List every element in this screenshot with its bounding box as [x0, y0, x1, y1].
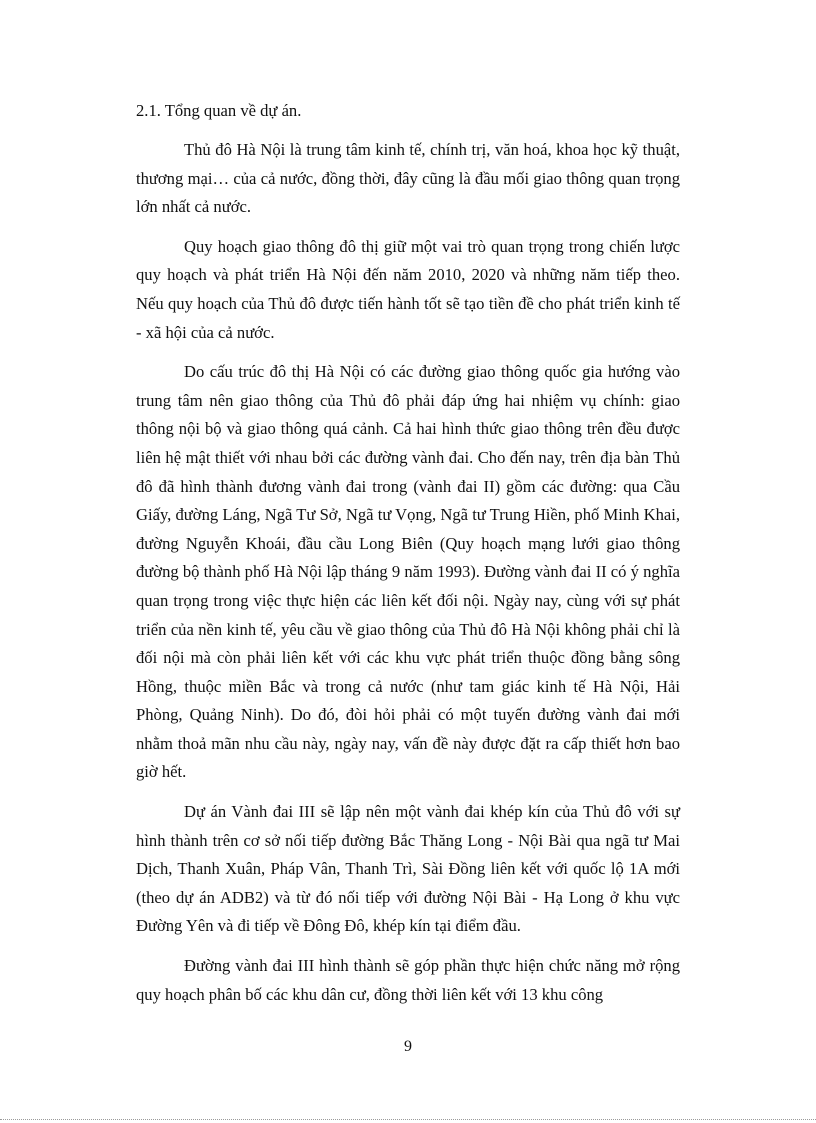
paragraph-4: Dự án Vành đai III sẽ lập nên một vành đai khép kín của Thủ đô với sự hình thành trên cơ sở nối tiếp đường Bắc Thăng Long - Nội Bài qua ngã tư Mai Dịch, Thanh Xuân, Pháp Vân, Thanh Trì, Sài Đồng liên kết với quốc lộ 1A mới (theo dự án ADB2) và từ đó nối tiếp với đường Nội Bài - Hạ Long ở khu vực Đường Yên và đi tiếp về Đông Đô, khép kín tại điểm đầu. [136, 802, 680, 936]
page-number: 9 [404, 1038, 412, 1055]
paragraph-1: Thủ đô Hà Nội là trung tâm kinh tế, chính trị, văn hoá, khoa học kỹ thuật, thương mại… của cả nước, đồng thời, đây cũng là đầu mối giao thông quan trọng lớn nhất cả nước. [136, 140, 680, 217]
page-content [136, 97, 680, 1020]
paragraph-5: Đường vành đai III hình thành sẽ góp phần thực hiện chức năng mở rộng quy hoạch phân bố các khu dân cư, đồng thời liên kết với 13 khu công [136, 956, 680, 1004]
paragraph-2: Quy hoạch giao thông đô thị giữ một vai trò quan trọng trong chiến lược quy hoạch và phát triển Hà Nội đến năm 2010, 2020 và những năm tiếp theo. Nếu quy hoạch của Thủ đô được tiến hành tốt sẽ tạo tiền đề cho phát triển kinh tế - xã hội của cả nước. [136, 236, 680, 342]
paragraph-3: Do cấu trúc đô thị Hà Nội có các đường giao thông quốc gia hướng vào trung tâm nên giao thông của Thủ đô phải đáp ứng hai nhiệm vụ chính: giao thông nội bộ và giao thông quá cảnh. Cả hai hình thức giao thông trên đều được liên hệ mật thiết với nhau bởi các đường vành đai. Cho đến nay, trên địa bàn Thủ đô đã hình thành đương vành đai trong (vành đai II) gồm các đường: qua Cầu Giấy, đường Láng, Ngã Tư Sở, Ngã tư Vọng, Ngã tư Trung Hiền, phố Minh Khai, đường Nguyễn Khoái, đầu cầu Long Biên (Quy hoạch mạng lưới giao thông đường bộ thành phố Hà Nội lập tháng 9 năm 1993). Đường vành đai II có ý nghĩa quan trọng trong việc thực hiện các liên kết đối nội. Ngày nay, cùng với sự phát triển của nền kinh tế, yêu cầu về giao thông của Thủ đô Hà Nội không phải chỉ là đối nội mà còn phải liên kết với các khu vực phát triển thuộc đồng bằng sông Hồng, thuộc miền Bắc và trong cả nước (như tam giác kinh tế Hà Nội, Hải Phòng, Quảng Ninh). Do đó, đòi hỏi phải có một tuyến đường vành đai mới nhằm thoả mãn nhu cầu này, ngày nay, vấn đề này được đặt ra cấp thiết hơn bao giờ hết. [136, 362, 680, 782]
section-heading: 2.1. Tổng quan về dự án. [136, 101, 302, 120]
page-bottom-divider [0, 1119, 816, 1120]
